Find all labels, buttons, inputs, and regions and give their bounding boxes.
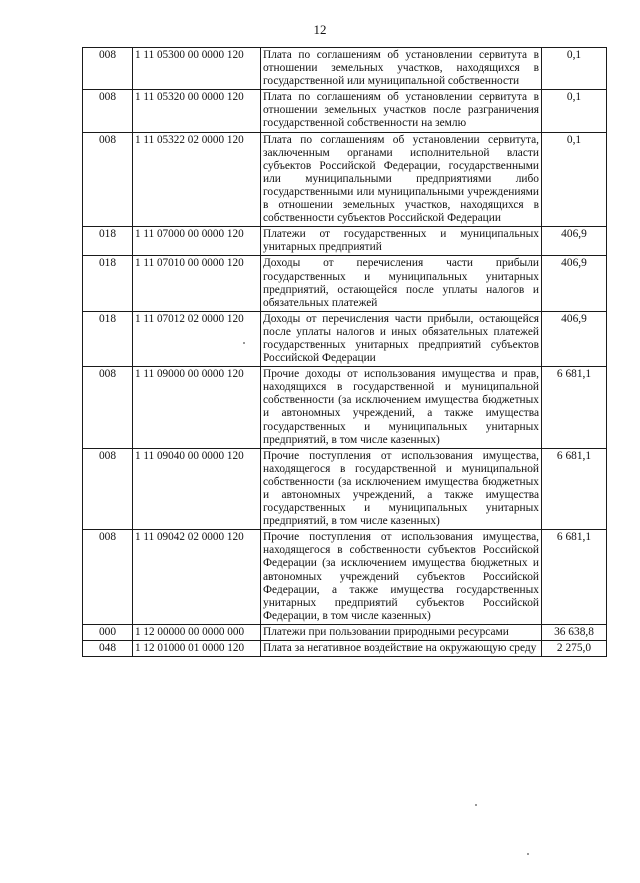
table-row (83, 530, 607, 625)
budget-code-cell: 1 11 05320 00 0000 120 (133, 90, 261, 132)
budget-code-cell: 1 11 05300 00 0000 120 (133, 48, 261, 90)
revenue-name-cell: Плата по соглашениям об установлении сервитута, заключенным органами исполнительной власти субъектов Российской Федерации, государственными или муниципальными предприятиями либо государственными или муниципальными учреждениями в отношении земельных участков, находящихся в собственности субъектов Российской Федерации (261, 132, 542, 227)
table-row (83, 227, 607, 256)
revenue-name-cell: Доходы от перечисления части прибыли, остающейся после уплаты налогов и иных обязательных платежей государственных унитарных предприятий субъектов Российской Федерации (261, 311, 542, 366)
admin-code-cell: 008 (83, 367, 133, 449)
revenue-name-cell: Платежи от государственных и муниципальных унитарных предприятий (261, 227, 542, 256)
revenue-table (82, 47, 607, 657)
revenue-name-cell: Прочие поступления от использования имущества, находящегося в государственной и муниципальной собственности (за исключением имущества бюджетных и автономных учреждений, а также имущества государственных и муниципальных унитарных предприятий, в том числе казенных) (261, 448, 542, 530)
amount-cell: 6 681,1 (542, 530, 607, 625)
revenue-name-cell: Платежи при пользовании природными ресурсами (261, 624, 542, 640)
table-row (83, 641, 607, 657)
amount-cell: 36 638,8 (542, 624, 607, 640)
revenue-name-cell: Плата по соглашениям об установлении сервитута в отношении земельных участков, находящихся в государственной или муниципальной собственности (261, 48, 542, 90)
amount-cell: 6 681,1 (542, 448, 607, 530)
table-row (83, 48, 607, 90)
revenue-name-cell: Прочие поступления от использования имущества, находящегося в собственности субъектов Российской Федерации (за исключением имущества бюджетных и автономных учреждений субъектов Российской Федерации, а также имущества государственных унитарных предприятий субъектов Российской Федерации, в том числе казенных) (261, 530, 542, 625)
admin-code-cell: 018 (83, 227, 133, 256)
revenue-name-cell: Плата по соглашениям об установлении сервитута в отношении земельных участков после разграничения государственной собственности на землю (261, 90, 542, 132)
admin-code-cell: 008 (83, 448, 133, 530)
admin-code-cell: 000 (83, 624, 133, 640)
revenue-name-cell: Плата за негативное воздействие на окружающую среду (261, 641, 542, 657)
budget-code-cell: 1 11 07000 00 0000 120 (133, 227, 261, 256)
admin-code-cell: 008 (83, 48, 133, 90)
page-number: 12 (313, 22, 327, 37)
amount-cell: 0,1 (542, 48, 607, 90)
budget-code-cell: 1 11 05322 02 0000 120 (133, 132, 261, 227)
table-row (83, 132, 607, 227)
scan-speck (527, 853, 529, 855)
table-row (83, 90, 607, 132)
admin-code-cell: 008 (83, 90, 133, 132)
amount-cell: 0,1 (542, 90, 607, 132)
admin-code-cell: 008 (83, 132, 133, 227)
table-row (83, 311, 607, 366)
budget-code-cell: 1 12 00000 00 0000 000 (133, 624, 261, 640)
amount-cell: 2 275,0 (542, 641, 607, 657)
amount-cell: 6 681,1 (542, 367, 607, 449)
scan-speck (475, 804, 477, 806)
amount-cell: 406,9 (542, 256, 607, 311)
scan-speck (243, 342, 245, 344)
amount-cell: 406,9 (542, 227, 607, 256)
budget-code-cell: 1 11 07010 00 0000 120 (133, 256, 261, 311)
admin-code-cell: 018 (83, 311, 133, 366)
table-row (83, 367, 607, 449)
budget-code-cell: 1 12 01000 01 0000 120 (133, 641, 261, 657)
budget-code-cell: 1 11 09042 02 0000 120 (133, 530, 261, 625)
budget-code-cell: 1 11 09040 00 0000 120 (133, 448, 261, 530)
budget-code-cell: 1 11 09000 00 0000 120 (133, 367, 261, 449)
table-row (83, 448, 607, 530)
revenue-name-cell: Прочие доходы от использования имущества и прав, находящихся в государственной и муниципальной собственности (за исключением имущества бюджетных и автономных учреждений, а также имущества государственных и муниципальных унитарных предприятий, в том числе казенных) (261, 367, 542, 449)
budget-code-cell: 1 11 07012 02 0000 120 (133, 311, 261, 366)
admin-code-cell: 018 (83, 256, 133, 311)
admin-code-cell: 048 (83, 641, 133, 657)
amount-cell: 406,9 (542, 311, 607, 366)
revenue-name-cell: Доходы от перечисления части прибыли государственных и муниципальных унитарных предприятий, остающейся после уплаты налогов и обязательных платежей (261, 256, 542, 311)
admin-code-cell: 008 (83, 530, 133, 625)
table-row (83, 624, 607, 640)
amount-cell: 0,1 (542, 132, 607, 227)
table-row (83, 256, 607, 311)
